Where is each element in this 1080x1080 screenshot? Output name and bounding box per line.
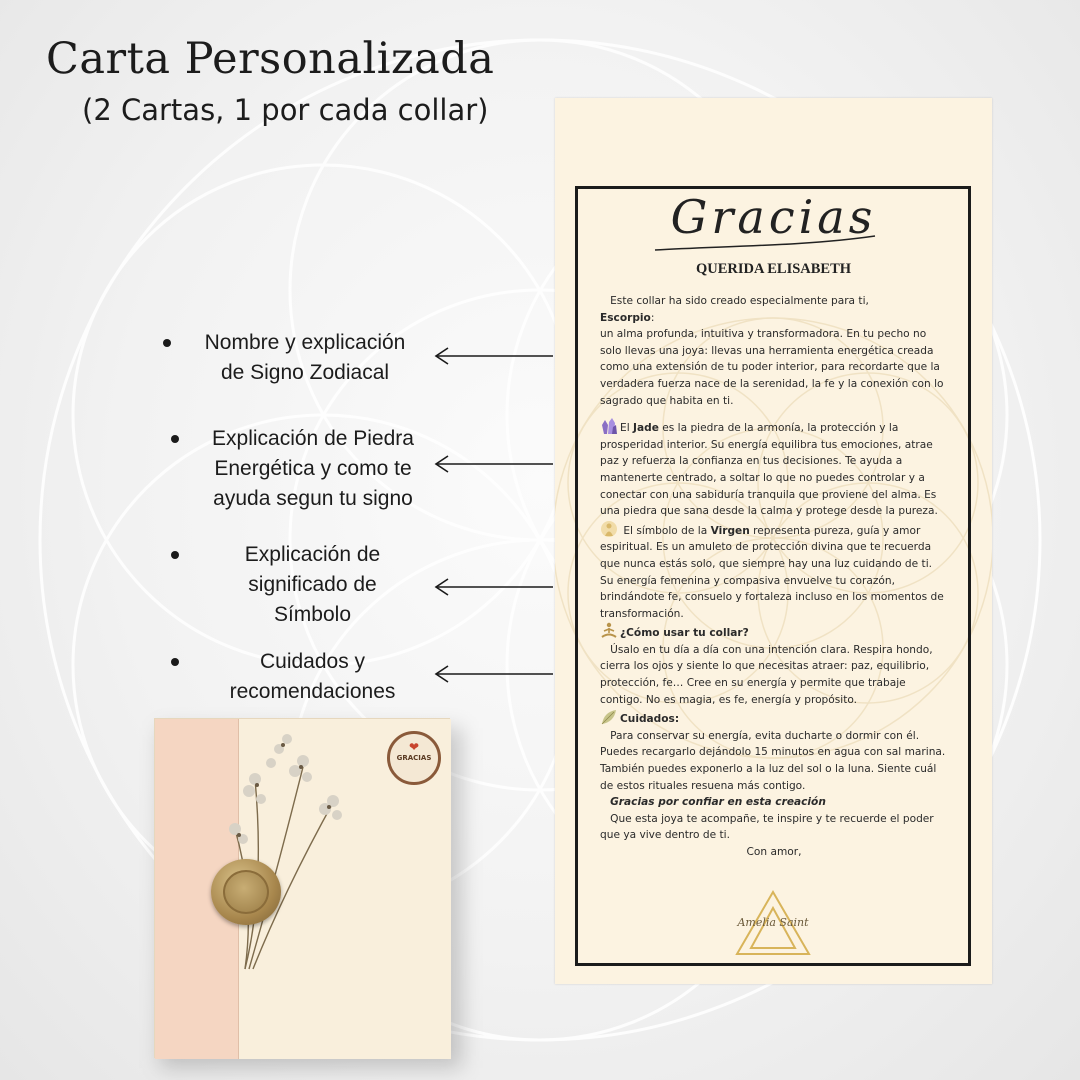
sign-name: Escorpio xyxy=(600,311,651,324)
bullet-icon xyxy=(171,551,179,559)
care-text: Para conservar su energía, evita ducharte o dormir con él. Puedes recargarlo dejándolo 15 minutos en agua con sal marina. También puedes exponerlo a la luz del sol o la luna. Siente cuál de estos rituales resuena más contigo. xyxy=(600,729,946,792)
use-paragraph xyxy=(600,622,948,708)
sticker-text: GRACIAS xyxy=(396,754,432,762)
symbol-prefix: El símbolo de la xyxy=(620,524,711,537)
envelope-photo xyxy=(154,718,450,1058)
stone-text: es la piedra de la armonía, la protección y la prosperidad interior. Su energía equilibra tus emociones, atrae paz y refuerza la confianza en tus decisiones. Te ayuda a mantenerte centrado, a soltar lo que no puedes controlar y a conectar con una sabiduría tranquila que proviene del alma. Es una piedra que sana desde la calma y protege desde la pureza. xyxy=(600,422,938,518)
sign-paragraph: Escorpio: un alma profunda, intuitiva y transformadora. En tu pecho no solo llevas una joya: llevas una herramienta energética creada como una extensión de tu poder interior, para recordarte que la verdadera fuerza nace de la serenidad, la fe y la conexión con lo sagrado que habita en ti. xyxy=(600,311,944,407)
card-greeting: QUERIDA ELISABETH xyxy=(695,261,852,277)
thanks-text: Gracias por confiar en esta creación xyxy=(610,796,826,809)
intro-paragraph xyxy=(600,293,948,310)
care-title: Cuidados: xyxy=(620,713,680,726)
heart-icon: ❤ xyxy=(408,740,420,754)
symbol-paragraph xyxy=(600,520,948,623)
bullet-icon xyxy=(171,435,179,443)
stone-name: Jade xyxy=(633,422,659,435)
symbol-text: representa pureza, guía y amor espiritual. Es un amuleto de protección divina que te recuerda que nunca estás solo, que siempre hay una luz cuidando de ti. Su energía femenina y compasiva envuelve tu corazón, brindándote fe, consuelo y fortaleza incluso en los momentos de transformación. xyxy=(600,524,944,620)
use-text: Úsalo en tu día a día con una intención clara. Respira hondo, cierra los ojos y siente lo que necesitas atraer: paz, equilibrio, protección, fe… Cree en su energía y permite que trabaje contigo. No es magia, es fe, energía y propósito. xyxy=(600,643,933,706)
bullet-icon xyxy=(171,658,179,666)
brand-logo-text: Amelia Saint xyxy=(737,916,809,929)
page-subtitle: (2 Cartas, 1 por cada collar) xyxy=(82,93,489,127)
feature-care: Cuidados y recomendaciones xyxy=(229,650,396,703)
sign-text: un alma profunda, intuitiva y transformadora. En tu pecho no solo llevas una joya: llevas una herramienta energética creada como una extensión de tu poder interior, para recordarte que la verdadera fuerza nace de la serenidad, la fe y la conexión con lo sagrado que habita en ti. xyxy=(600,328,944,407)
farewell-paragraph xyxy=(600,811,948,844)
feature-stone: Explicación de Piedra Energética y como te ayuda segun tu signo xyxy=(212,427,414,510)
use-title: ¿Cómo usar tu collar? xyxy=(620,627,749,640)
intro-text: Este collar ha sido creado especialmente para ti, xyxy=(610,295,869,307)
leaf-icon xyxy=(600,708,618,726)
heading-swash xyxy=(645,206,885,266)
feature-symbol: Explicación de significado de Símbolo xyxy=(244,543,381,626)
letter-card xyxy=(555,98,992,984)
stone-paragraph xyxy=(600,417,948,520)
wax-seal-emblem xyxy=(223,870,269,914)
stone-prefix: El xyxy=(620,422,634,435)
thanks-paragraph xyxy=(600,794,948,811)
page-title: Carta Personalizada xyxy=(46,34,495,84)
card-body xyxy=(600,293,948,861)
card-heading: Gracias xyxy=(670,190,877,244)
bullet-icon xyxy=(163,339,171,347)
care-paragraph xyxy=(600,708,948,794)
symbol-name: Virgen xyxy=(710,524,750,537)
farewell-text: Que esta joya te acompañe, te inspire y te recuerde el poder que ya vive dentro de ti. xyxy=(600,812,934,842)
dried-flowers-icon xyxy=(215,719,355,979)
closing-text: Con amor, xyxy=(746,846,802,858)
crystal-icon xyxy=(600,417,618,435)
wax-seal-icon xyxy=(211,859,281,925)
feature-zodiac: Nombre y explicación de Signo Zodiacal xyxy=(204,331,406,384)
thank-you-sticker xyxy=(387,731,441,785)
meditation-icon xyxy=(600,622,618,640)
virgin-symbol-icon xyxy=(600,520,618,538)
